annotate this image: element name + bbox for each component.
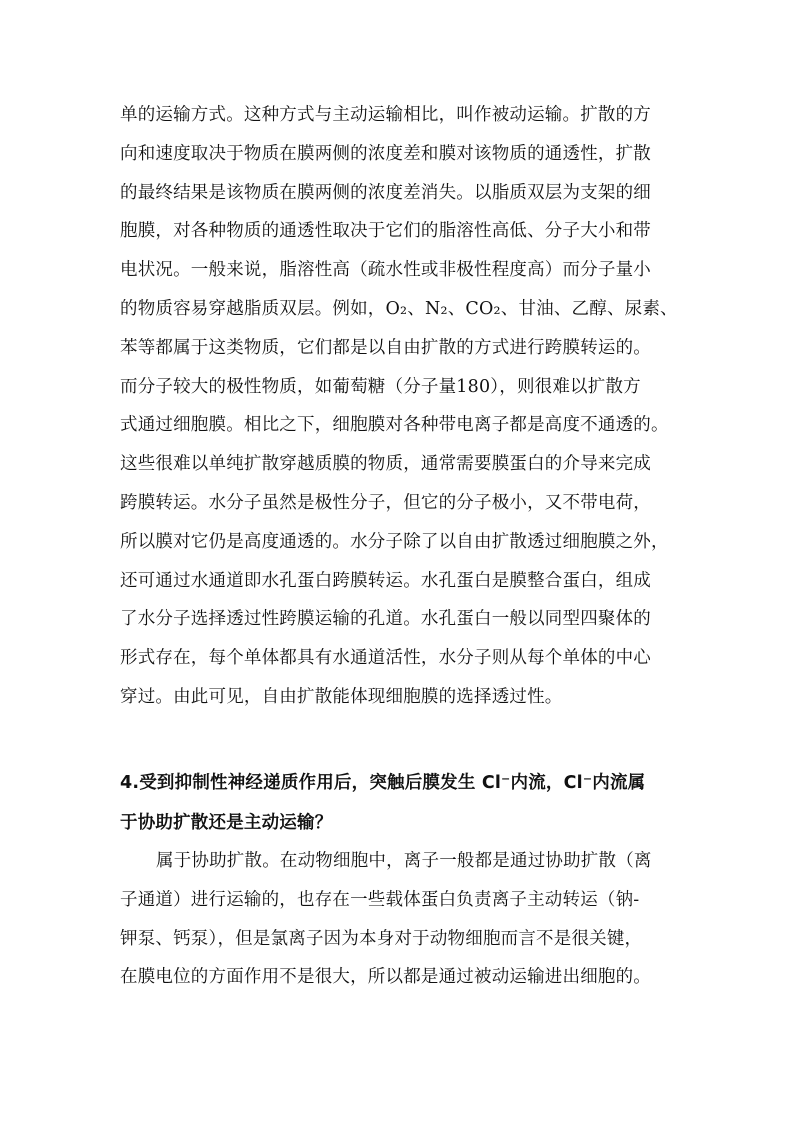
paragraph-answer xyxy=(120,842,690,997)
heading-line: 4.受到抑制性神经递质作用后，突触后膜发生 Cl⁻内流，Cl⁻内流属 xyxy=(120,773,646,793)
text-line: 穿过。由此可见，自由扩散能体现细胞膜的选择透过性。 xyxy=(120,686,563,707)
text-line: 的物质容易穿越脂质双层。例如，O₂、N₂、CO₂、甘油、乙醇、尿素、 xyxy=(120,298,678,319)
text-line: 所以膜对它仍是高度通透的。水分子除了以自由扩散透过细胞膜之外， xyxy=(120,531,669,552)
text-line: 胞膜，对各种物质的通透性取决于它们的脂溶性高低、分子大小和带 xyxy=(120,221,651,242)
text-line: 的最终结果是该物质在膜两侧的浓度差消失。以脂质双层为支架的细 xyxy=(120,182,651,203)
text-line: 跨膜转运。水分子虽然是极性分子，但它的分子极小，又不带电荷， xyxy=(120,492,651,513)
text-line: 子通道）进行运输的，也存在一些载体蛋白负责离子主动转运（钠- xyxy=(120,889,640,910)
text-line: 了水分子选择透过性跨膜运输的孔道。水孔蛋白一般以同型四聚体的 xyxy=(120,609,651,630)
question-heading xyxy=(120,764,690,843)
text-line: 式通过细胞膜。相比之下，细胞膜对各种带电离子都是高度不通透的。 xyxy=(120,415,669,436)
text-line: 钾泵、钙泵），但是氯离子因为本身对于动物细胞而言不是很关键， xyxy=(120,928,643,949)
text-line: 形式存在，每个单体都具有水通道活性，水分子则从每个单体的中心 xyxy=(120,648,651,669)
paragraph-diffusion xyxy=(120,96,690,717)
text-line: 还可通过水通道即水孔蛋白跨膜转运。水孔蛋白是膜整合蛋白，组成 xyxy=(120,570,651,591)
heading-line: 于协助扩散还是主动运输？ xyxy=(120,812,333,833)
text-line: 在膜电位的方面作用不是很大，所以都是通过被动运输进出细胞的。 xyxy=(120,967,651,988)
text-line: 电状况。一般来说，脂溶性高（疏水性或非极性程度高）而分子量小 xyxy=(120,260,651,281)
text-line: 单的运输方式。这种方式与主动运输相比，叫作被动运输。扩散的方 xyxy=(120,105,651,125)
text-line: 属于协助扩散。在动物细胞中，离子一般都是通过协助扩散（离 xyxy=(156,851,652,871)
text-line: 苯等都属于这类物质，它们都是以自由扩散的方式进行跨膜转运的。 xyxy=(120,337,651,358)
text-line: 这些很难以单纯扩散穿越质膜的物质，通常需要膜蛋白的介导来完成 xyxy=(120,454,651,475)
text-line: 向和速度取决于物质在膜两侧的浓度差和膜对该物质的通透性，扩散 xyxy=(120,143,651,164)
text-line: 而分子较大的极性物质，如葡萄糖（分子量180），则很难以扩散方 xyxy=(120,376,641,397)
